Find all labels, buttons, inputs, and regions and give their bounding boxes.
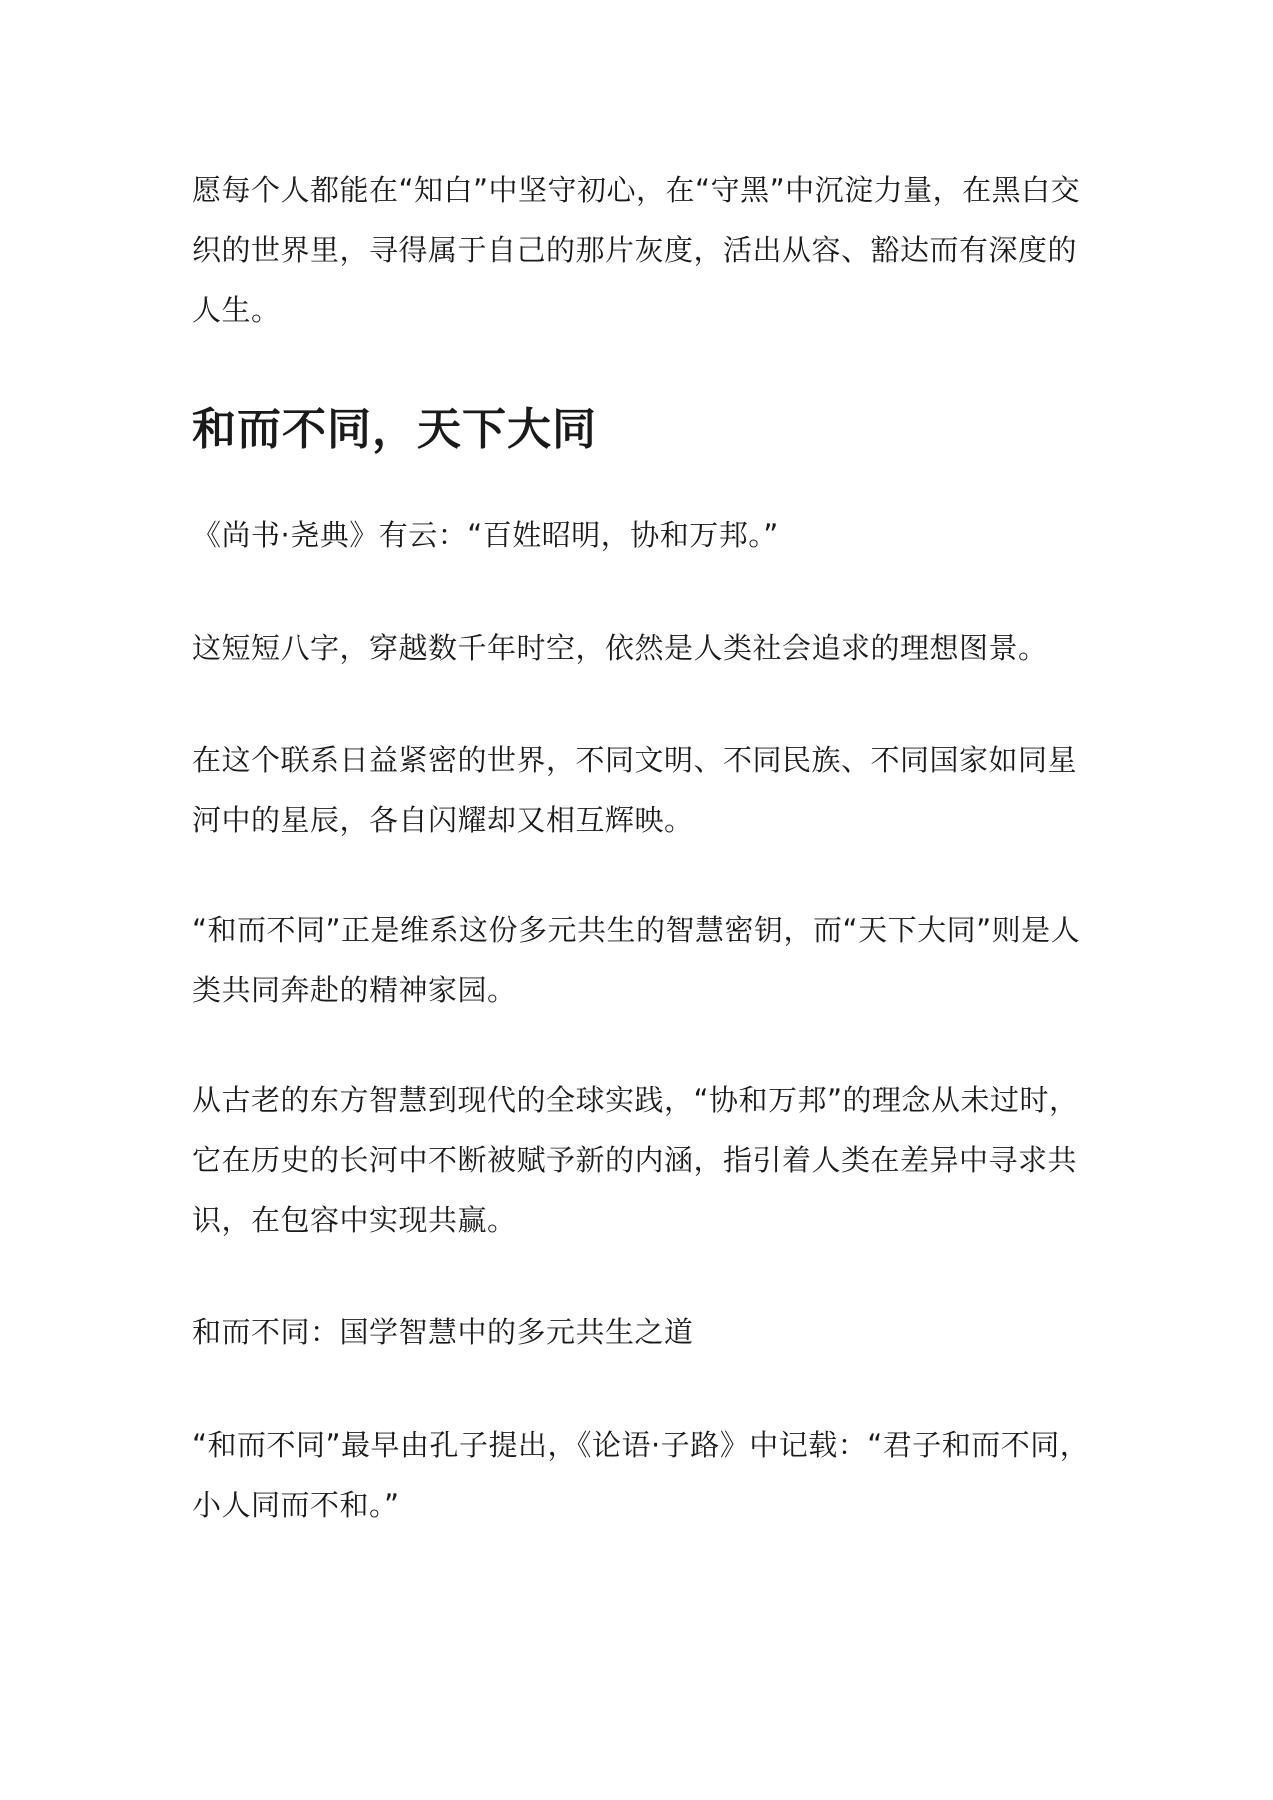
paragraph-line: 《尚书·尧典》有云：“百姓昭明，协和万邦。” xyxy=(192,518,779,552)
paragraph-line: 识，在包容中实现共赢。 xyxy=(192,1203,517,1237)
paragraph-line: 人生。 xyxy=(192,293,281,327)
paragraph-line: “和而不同”正是维系这份多元共生的智慧密钥，而“天下大同”则是人 xyxy=(192,913,1081,947)
body-paragraph xyxy=(192,1415,1092,1535)
paragraph-line: 它在历史的长河中不断被赋予新的内涵，指引着人类在差异中寻求共 xyxy=(192,1143,1078,1177)
body-paragraph xyxy=(192,900,1092,1020)
paragraph-line: 织的世界里，寻得属于自己的那片灰度，活出从容、豁达而有深度的 xyxy=(192,233,1078,267)
paragraph-line: 河中的星辰，各自闪耀却又相互辉映。 xyxy=(192,803,694,837)
paragraph-line: 在这个联系日益紧密的世界，不同文明、不同民族、不同国家如同星 xyxy=(192,743,1078,777)
subheading-paragraph xyxy=(192,1302,1092,1362)
paragraph-line: 从古老的东方智慧到现代的全球实践，“协和万邦”的理念从未过时， xyxy=(192,1083,1079,1117)
paragraph-line: 愿每个人都能在“知白”中坚守初心，在“守黑”中沉淀力量，在黑白交 xyxy=(192,173,1081,207)
intro-paragraph xyxy=(192,160,1092,340)
paragraph-line: 和而不同：国学智慧中的多元共生之道 xyxy=(192,1315,694,1349)
body-paragraph xyxy=(192,730,1092,850)
body-paragraph xyxy=(192,1070,1092,1250)
body-paragraph xyxy=(192,618,1092,678)
quote-paragraph xyxy=(192,505,1092,565)
paragraph-line: 类共同奔赴的精神家园。 xyxy=(192,973,517,1007)
paragraph-line: 小人同而不和。” xyxy=(192,1488,400,1522)
section-heading: 和而不同，天下大同 xyxy=(192,404,597,455)
paragraph-line: “和而不同”最早由孔子提出，《论语·子路》中记载：“君子和而不同， xyxy=(192,1428,1090,1462)
paragraph-line: 这短短八字，穿越数千年时空，依然是人类社会追求的理想图景。 xyxy=(192,631,1048,665)
